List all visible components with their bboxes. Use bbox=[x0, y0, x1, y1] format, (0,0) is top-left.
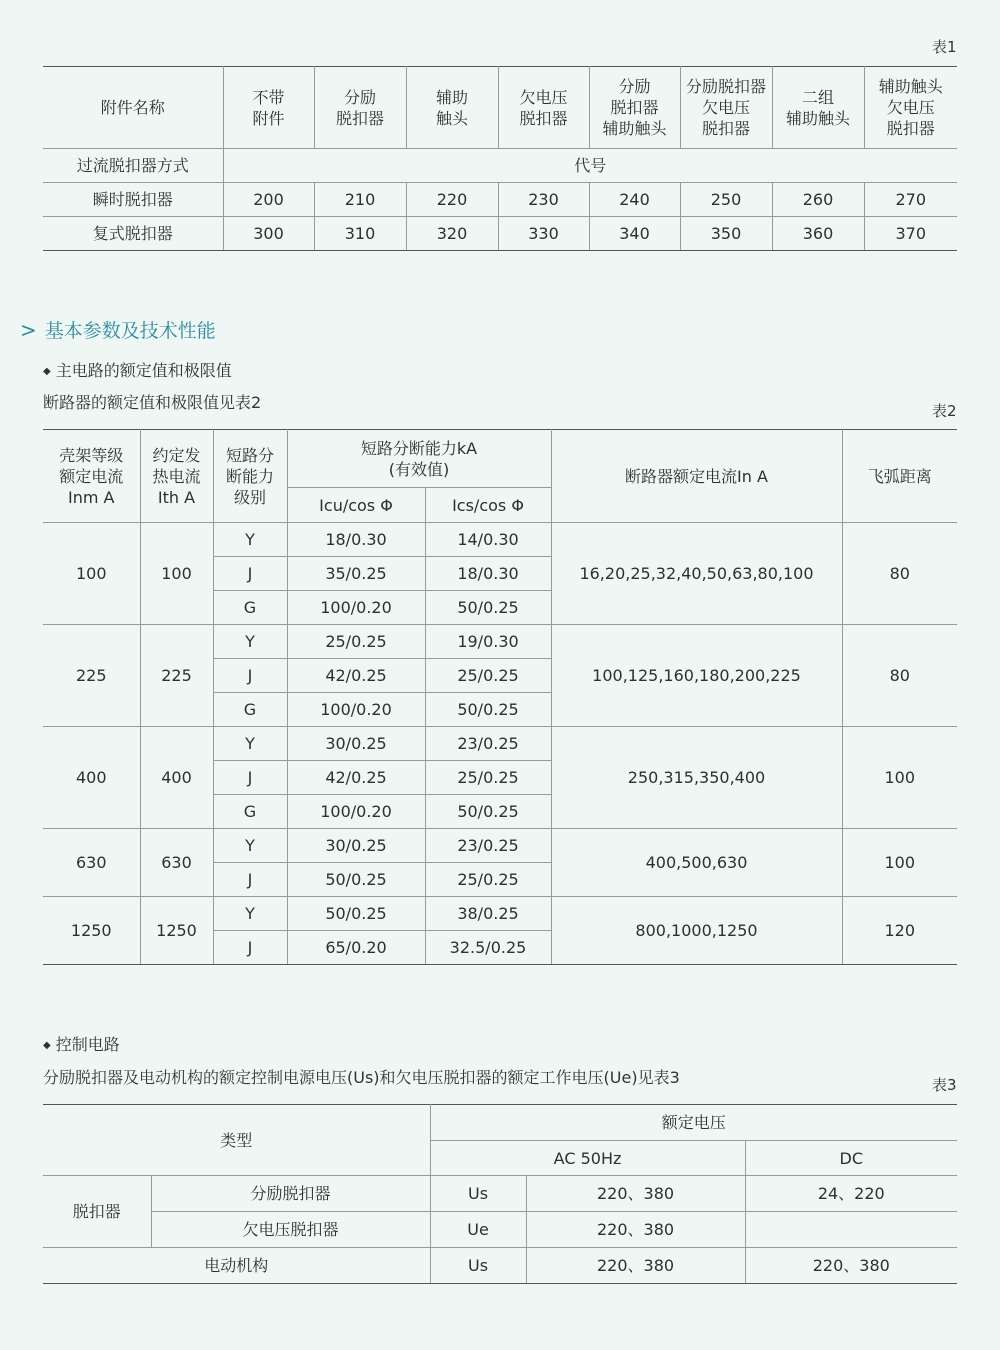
t3-motor-ac: 220、380 bbox=[526, 1248, 745, 1284]
t2-ics: 32.5/0.25 bbox=[425, 931, 551, 965]
bullet-control-circuit bbox=[43, 1032, 120, 1055]
paragraph-table2-ref: 断路器的额定值和极限值见表2 bbox=[43, 393, 262, 412]
t3-header-rated: 额定电压 bbox=[430, 1105, 957, 1141]
section-heading bbox=[20, 316, 216, 343]
t1-cell: 220 bbox=[406, 183, 498, 217]
t2-icu: 35/0.25 bbox=[287, 557, 425, 591]
t2-level: Y bbox=[213, 897, 287, 931]
t1-cell: 270 bbox=[864, 183, 957, 217]
t1-col-5: 分励脱扣器 欠电压 脱扣器 bbox=[680, 67, 772, 149]
t2-ics: 50/0.25 bbox=[425, 693, 551, 727]
t2-frame: 1250 bbox=[43, 897, 140, 965]
table1-label: 表1 bbox=[932, 38, 957, 56]
t3-motor-sym: Us bbox=[430, 1248, 526, 1284]
t2-level: Y bbox=[213, 727, 287, 761]
t1-cell: 340 bbox=[589, 217, 680, 251]
t2-level: J bbox=[213, 863, 287, 897]
t2-ics: 50/0.25 bbox=[425, 591, 551, 625]
t2-frame: 630 bbox=[43, 829, 140, 897]
t1-mode-label: 过流脱扣器方式 bbox=[43, 149, 223, 183]
t2-ics: 25/0.25 bbox=[425, 761, 551, 795]
t2-level: G bbox=[213, 591, 287, 625]
t3-header-ac: AC 50Hz bbox=[430, 1141, 745, 1176]
t2-icu: 100/0.20 bbox=[287, 795, 425, 829]
t2-icu: 100/0.20 bbox=[287, 591, 425, 625]
t1-cell: 360 bbox=[772, 217, 864, 251]
t3-under-dc bbox=[745, 1212, 957, 1248]
t2-ics: 38/0.25 bbox=[425, 897, 551, 931]
t2-icu: 42/0.25 bbox=[287, 761, 425, 795]
t2-icu: 25/0.25 bbox=[287, 625, 425, 659]
table3 bbox=[43, 1104, 957, 1284]
paragraph-table3-ref: 分励脱扣器及电动机构的额定控制电源电压(Us)和欠电压脱扣器的额定工作电压(Ue)见表3 bbox=[43, 1068, 680, 1087]
t2-icu: 30/0.25 bbox=[287, 829, 425, 863]
t3-release: 脱扣器 bbox=[43, 1176, 151, 1248]
t1-code-label: 代号 bbox=[223, 149, 957, 183]
t1-col-3: 欠电压 脱扣器 bbox=[498, 67, 589, 149]
t1-cell: 320 bbox=[406, 217, 498, 251]
t3-under-sym: Ue bbox=[430, 1212, 526, 1248]
t2-ics: 23/0.25 bbox=[425, 727, 551, 761]
t2-in: 250,315,350,400 bbox=[551, 727, 842, 829]
t2-ith: 630 bbox=[140, 829, 213, 897]
t1-cell: 260 bbox=[772, 183, 864, 217]
t2-arc: 120 bbox=[842, 897, 957, 965]
t1-cell: 210 bbox=[314, 183, 406, 217]
t2-ith: 400 bbox=[140, 727, 213, 829]
table3-label: 表3 bbox=[932, 1076, 957, 1094]
t2-ith: 1250 bbox=[140, 897, 213, 965]
t1-cell: 240 bbox=[589, 183, 680, 217]
t2-arc: 80 bbox=[842, 523, 957, 625]
t1-header-name: 附件名称 bbox=[43, 67, 223, 149]
t2-in: 100,125,160,180,200,225 bbox=[551, 625, 842, 727]
t2-in: 800,1000,1250 bbox=[551, 897, 842, 965]
t3-under-ac: 220、380 bbox=[526, 1212, 745, 1248]
t2-icu: 50/0.25 bbox=[287, 897, 425, 931]
t2-level: J bbox=[213, 557, 287, 591]
t1-cell: 330 bbox=[498, 217, 589, 251]
t1-col-7: 辅助触头 欠电压 脱扣器 bbox=[864, 67, 957, 149]
t2-ics: 25/0.25 bbox=[425, 659, 551, 693]
t2-header-arc: 飞弧距离 bbox=[842, 430, 957, 523]
t2-icu: 65/0.20 bbox=[287, 931, 425, 965]
t2-arc: 80 bbox=[842, 625, 957, 727]
t1-cell: 310 bbox=[314, 217, 406, 251]
t2-icu: 100/0.20 bbox=[287, 693, 425, 727]
t3-motor: 电动机构 bbox=[43, 1248, 430, 1284]
t1-cell: 200 bbox=[223, 183, 314, 217]
t3-header-dc: DC bbox=[745, 1141, 957, 1176]
t2-icu: 42/0.25 bbox=[287, 659, 425, 693]
t2-level: J bbox=[213, 659, 287, 693]
t2-frame: 225 bbox=[43, 625, 140, 727]
table2 bbox=[43, 429, 957, 965]
t2-icu: 50/0.25 bbox=[287, 863, 425, 897]
t3-shunt-ac: 220、380 bbox=[526, 1176, 745, 1212]
t1-col-4: 分励 脱扣器 辅助触头 bbox=[589, 67, 680, 149]
t2-header-ics: Ics/cos Φ bbox=[425, 488, 551, 523]
t2-level: Y bbox=[213, 523, 287, 557]
t2-frame: 400 bbox=[43, 727, 140, 829]
table2-label: 表2 bbox=[932, 402, 957, 420]
bullet-text: 主电路的额定值和极限值 bbox=[55, 361, 232, 380]
t1-row-name: 复式脱扣器 bbox=[43, 217, 223, 251]
t3-shunt-sym: Us bbox=[430, 1176, 526, 1212]
bullet-text: 控制电路 bbox=[55, 1035, 120, 1054]
t3-shunt-dc: 24、220 bbox=[745, 1176, 957, 1212]
t2-header-breaking: 短路分断能力kA (有效值) bbox=[287, 430, 551, 488]
t3-under: 欠电压脱扣器 bbox=[151, 1212, 430, 1248]
t2-ics: 25/0.25 bbox=[425, 863, 551, 897]
t2-header-ith: 约定发 热电流 Ith A bbox=[140, 430, 213, 523]
t2-level: G bbox=[213, 795, 287, 829]
t1-col-0: 不带 附件 bbox=[223, 67, 314, 149]
diamond-bullet-icon: ◆ bbox=[43, 366, 51, 377]
table1 bbox=[43, 66, 957, 251]
t2-icu: 30/0.25 bbox=[287, 727, 425, 761]
t1-cell: 250 bbox=[680, 183, 772, 217]
t2-ith: 100 bbox=[140, 523, 213, 625]
t1-row-name: 瞬时脱扣器 bbox=[43, 183, 223, 217]
bullet-main-circuit bbox=[43, 358, 232, 381]
t2-ics: 14/0.30 bbox=[425, 523, 551, 557]
section-title: 基本参数及技术性能 bbox=[44, 320, 216, 342]
t2-level: J bbox=[213, 761, 287, 795]
t2-header-frame: 壳架等级 额定电流 Inm A bbox=[43, 430, 140, 523]
t2-arc: 100 bbox=[842, 829, 957, 897]
t1-col-1: 分励 脱扣器 bbox=[314, 67, 406, 149]
t1-cell: 350 bbox=[680, 217, 772, 251]
t2-frame: 100 bbox=[43, 523, 140, 625]
t2-header-in: 断路器额定电流In A bbox=[551, 430, 842, 523]
t2-level: G bbox=[213, 693, 287, 727]
t2-level: J bbox=[213, 931, 287, 965]
diamond-bullet-icon: ◆ bbox=[43, 1040, 51, 1051]
t2-in: 16,20,25,32,40,50,63,80,100 bbox=[551, 523, 842, 625]
t2-ith: 225 bbox=[140, 625, 213, 727]
t2-header-level: 短路分 断能力 级别 bbox=[213, 430, 287, 523]
t2-ics: 18/0.30 bbox=[425, 557, 551, 591]
t2-in: 400,500,630 bbox=[551, 829, 842, 897]
t2-header-icu: Icu/cos Φ bbox=[287, 488, 425, 523]
chevron-right-icon: > bbox=[20, 318, 37, 342]
t2-level: Y bbox=[213, 829, 287, 863]
t2-ics: 50/0.25 bbox=[425, 795, 551, 829]
t1-cell: 370 bbox=[864, 217, 957, 251]
t2-icu: 18/0.30 bbox=[287, 523, 425, 557]
t2-ics: 23/0.25 bbox=[425, 829, 551, 863]
t3-header-type: 类型 bbox=[43, 1105, 430, 1176]
t1-col-2: 辅助 触头 bbox=[406, 67, 498, 149]
t2-ics: 19/0.30 bbox=[425, 625, 551, 659]
t1-cell: 300 bbox=[223, 217, 314, 251]
t1-col-6: 二组 辅助触头 bbox=[772, 67, 864, 149]
t2-level: Y bbox=[213, 625, 287, 659]
t3-shunt: 分励脱扣器 bbox=[151, 1176, 430, 1212]
t3-motor-dc: 220、380 bbox=[745, 1248, 957, 1284]
t1-cell: 230 bbox=[498, 183, 589, 217]
t2-arc: 100 bbox=[842, 727, 957, 829]
